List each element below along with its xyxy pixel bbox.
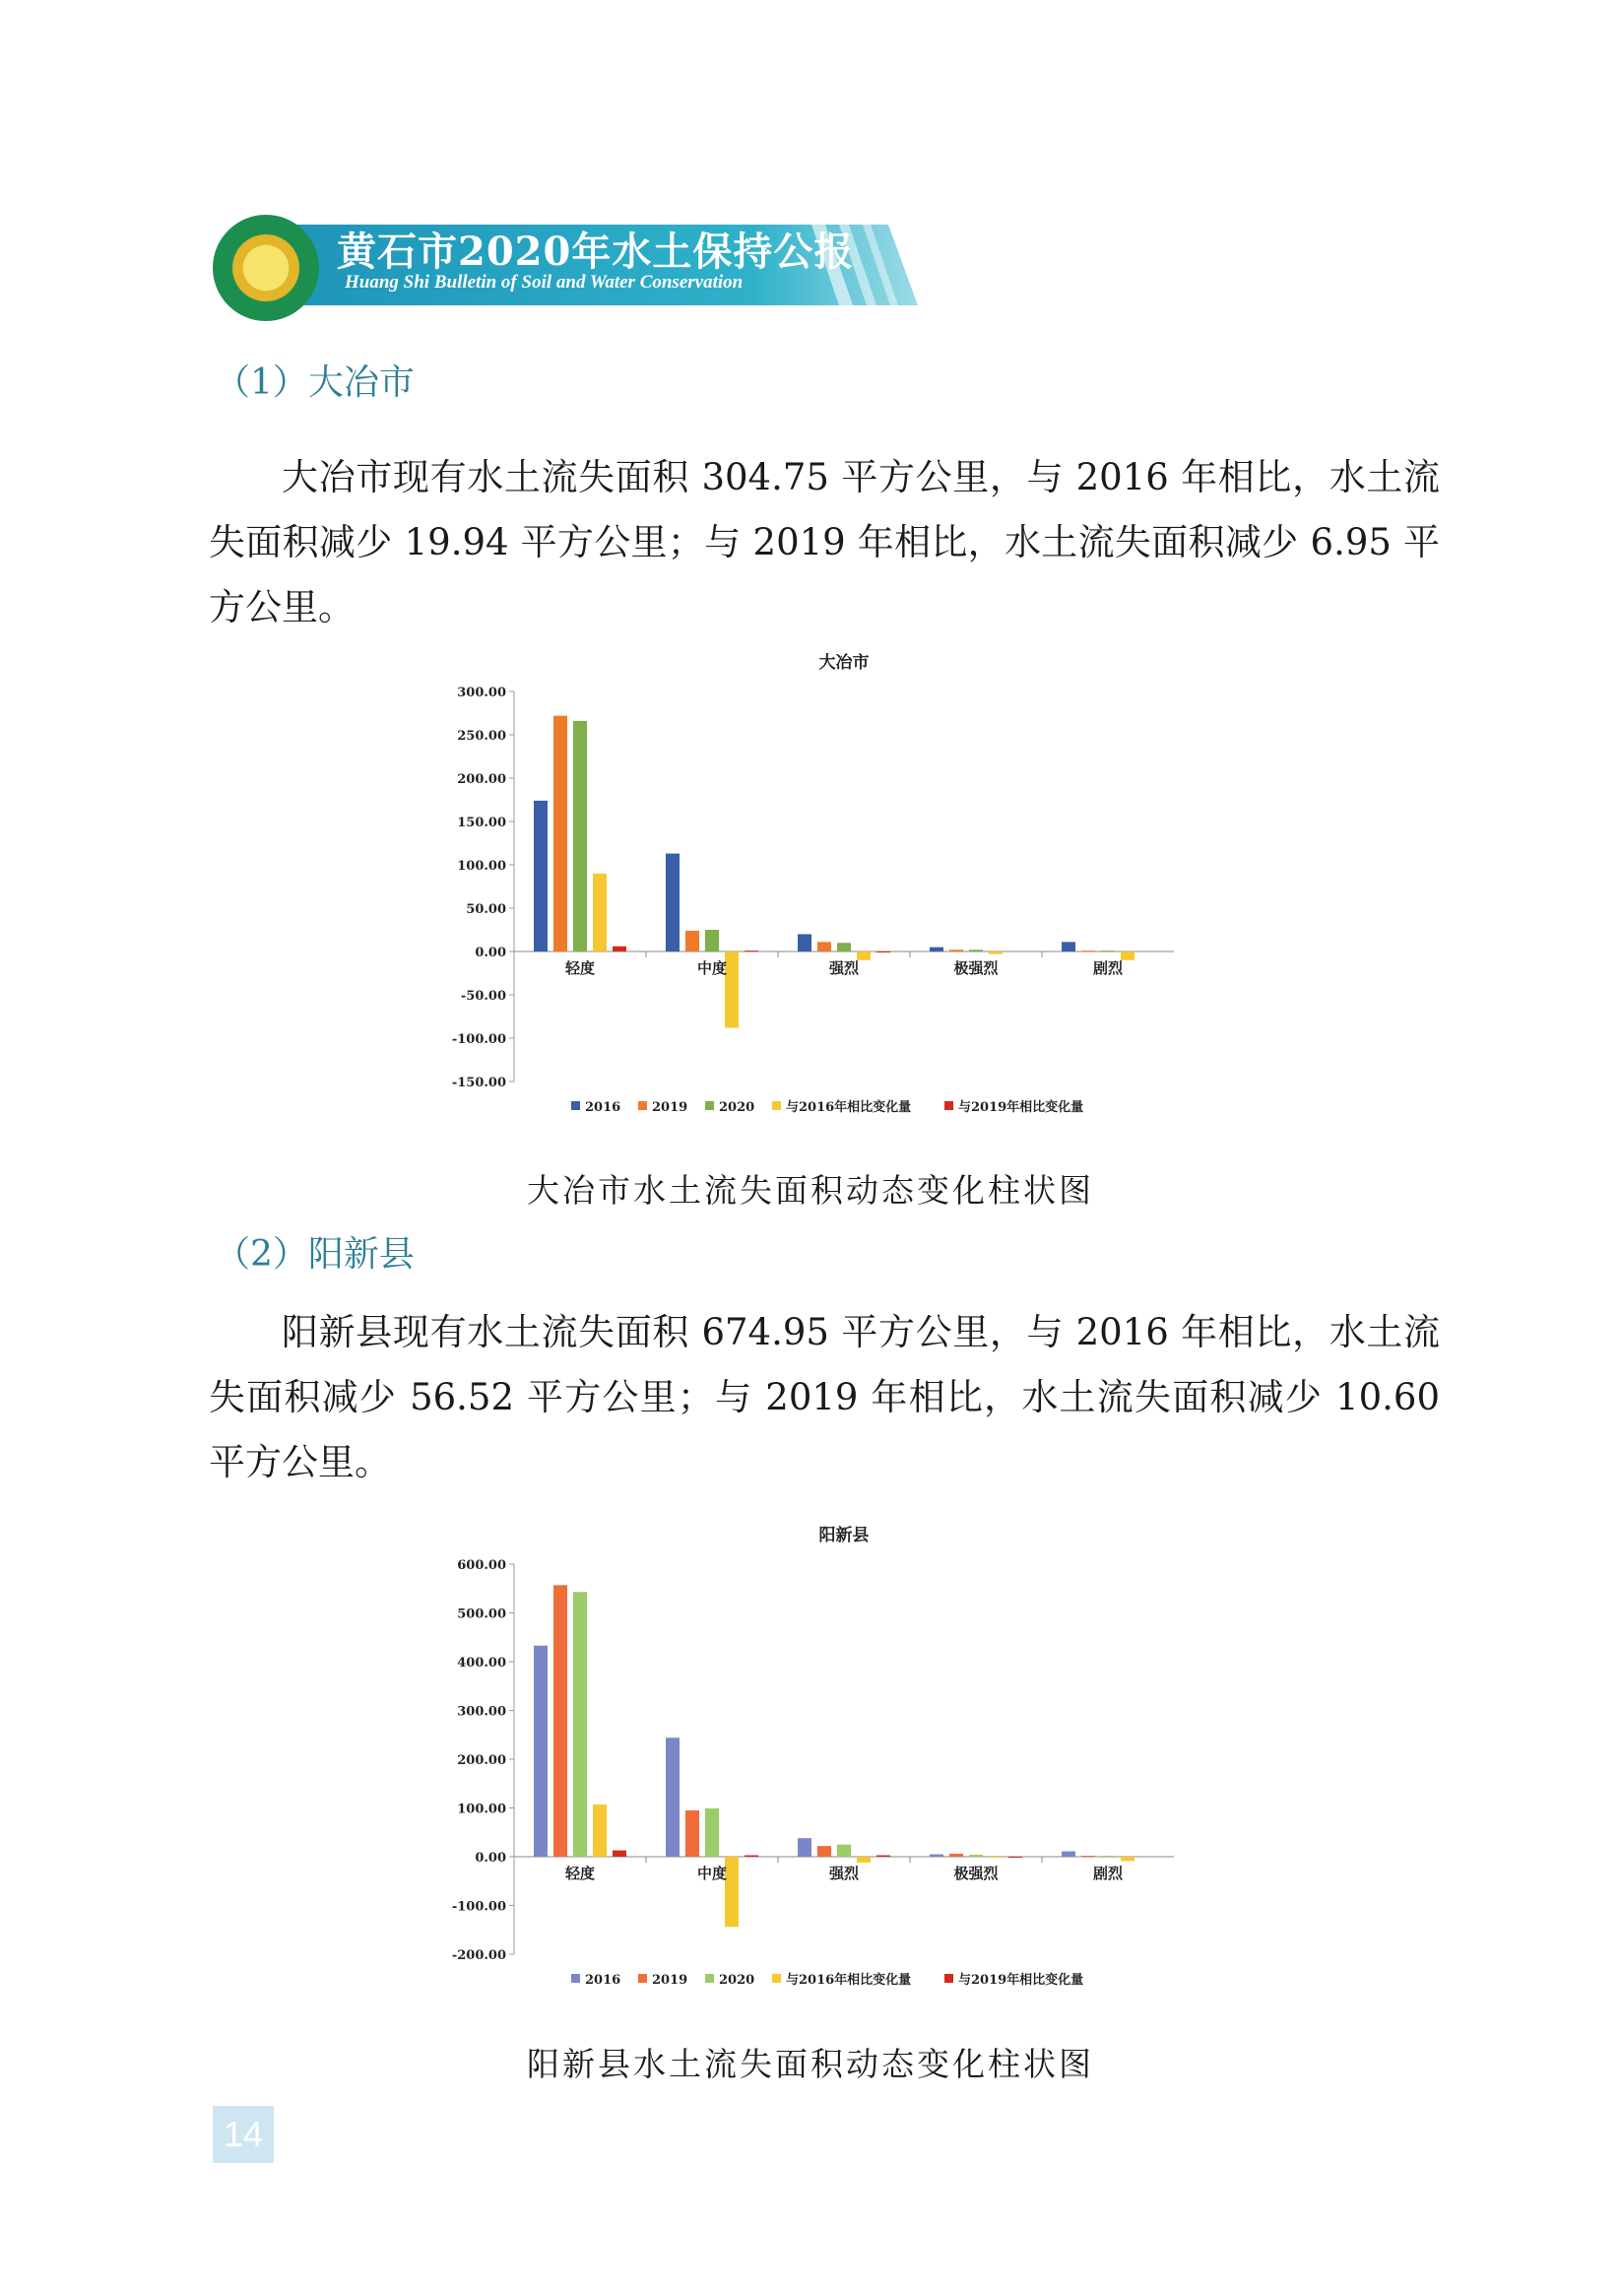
y-tick-label: 300.00 (457, 1704, 506, 1720)
bar (553, 716, 567, 951)
legend-swatch (944, 1101, 953, 1110)
bar (553, 1585, 567, 1857)
chart-yangxin (423, 1513, 1201, 2009)
bar (1101, 1856, 1115, 1857)
legend-label: 与2016年相比变化量 (786, 1973, 912, 1988)
bar (876, 951, 890, 952)
legend-label: 2020 (719, 1973, 755, 1988)
y-tick-label: 600.00 (457, 1558, 506, 1573)
y-tick-label: -100.00 (451, 1899, 506, 1915)
caption-daye: 大冶市水土流失面积动态变化柱状图 (527, 1171, 1094, 1210)
legend-swatch (638, 1101, 647, 1110)
bar (930, 948, 943, 951)
chart-title: 大冶市 (818, 653, 870, 673)
bar (876, 1856, 890, 1857)
legend-label: 2020 (719, 1100, 755, 1115)
x-tick-label: 强烈 (828, 959, 860, 977)
legend-swatch (571, 1101, 580, 1110)
y-tick-label: 50.00 (466, 902, 506, 917)
y-tick-label: 200.00 (457, 1753, 506, 1768)
bar (705, 930, 719, 951)
section-heading-daye: （1）大冶市 (215, 362, 415, 403)
bar (1121, 951, 1135, 960)
legend-swatch (772, 1974, 781, 1983)
y-tick-label: -200.00 (451, 1948, 506, 1963)
y-tick-label: 100.00 (457, 859, 506, 874)
bar (930, 1855, 943, 1857)
bar (573, 1592, 587, 1857)
x-tick-label: 强烈 (828, 1865, 860, 1882)
legend-label: 2016 (585, 1973, 621, 1988)
legend-swatch (944, 1974, 953, 1983)
conservation-logo-icon (213, 215, 319, 321)
legend-swatch (571, 1974, 580, 1983)
bar (1062, 1852, 1075, 1857)
bulletin-header (209, 207, 918, 323)
bar (593, 874, 607, 951)
y-tick-label: 200.00 (457, 772, 506, 787)
y-tick-label: 500.00 (457, 1607, 506, 1622)
bar (817, 1846, 831, 1857)
section-paragraph-daye: 大冶市现有水土流失面积 304.75 平方公里，与 2016 年相比，水土流失面积减少 19.94 平方公里；与 2019 年相比，水土流失面积减少 6.95 平方公里。 (209, 456, 1440, 628)
x-tick-label: 轻度 (564, 1865, 596, 1882)
bulletin-subtitle: Huang Shi Bulletin of Soil and Water Conservation (345, 272, 744, 293)
y-tick-label: -150.00 (451, 1076, 506, 1090)
bar (573, 721, 587, 951)
y-tick-label: 150.00 (457, 816, 506, 830)
legend-label: 2019 (652, 1100, 688, 1115)
bar (593, 1804, 607, 1857)
legend-label: 与2019年相比变化量 (958, 1100, 1084, 1115)
bar (949, 950, 963, 951)
bar (613, 1851, 626, 1857)
bar (989, 1857, 1003, 1858)
y-tick-label: 400.00 (457, 1656, 506, 1671)
bar (534, 1646, 548, 1857)
bar (817, 942, 831, 951)
bar (1008, 1857, 1022, 1858)
bar (798, 934, 811, 951)
y-tick-label: 250.00 (457, 729, 506, 744)
bar (685, 931, 699, 951)
section-paragraph-yangxin: 阳新县现有水土流失面积 674.95 平方公里，与 2016 年相比，水土流失面积减少 56.52 平方公里；与 2019 年相比，水土流失面积减少 10.60 平方公里。 (209, 1311, 1440, 1483)
chart-daye (423, 640, 1201, 1137)
section-heading-yangxin: （2）阳新县 (215, 1234, 415, 1275)
legend-label: 与2016年相比变化量 (786, 1100, 912, 1115)
legend-swatch (705, 1974, 714, 1983)
x-tick-label: 剧烈 (1092, 1865, 1124, 1882)
legend-swatch (772, 1101, 781, 1110)
chart-yangxin-svg (423, 1513, 1201, 2005)
bar (857, 951, 871, 960)
bar (1062, 942, 1075, 951)
bar (725, 951, 739, 1027)
legend-label: 2016 (585, 1100, 621, 1115)
y-tick-label: 0.00 (475, 946, 506, 960)
legend-label: 2019 (652, 1973, 688, 1988)
bar (613, 947, 626, 951)
bar (1081, 1856, 1095, 1857)
y-tick-label: -50.00 (460, 989, 506, 1004)
bar (969, 1855, 983, 1857)
bulletin-title: 黄石市2020年水土保持公报 (337, 229, 855, 275)
x-tick-label: 中度 (696, 959, 728, 977)
bar (837, 943, 851, 951)
y-tick-label: 100.00 (457, 1802, 506, 1817)
bar (725, 1857, 739, 1927)
legend-swatch (705, 1101, 714, 1110)
caption-yangxin: 阳新县水土流失面积动态变化柱状图 (527, 2045, 1094, 2083)
legend-swatch (638, 1974, 647, 1983)
x-tick-label: 剧烈 (1092, 959, 1124, 977)
bar (745, 1856, 758, 1857)
bar (666, 854, 680, 951)
x-tick-label: 中度 (696, 1865, 728, 1882)
chart-daye-svg (423, 640, 1201, 1133)
bar (857, 1857, 871, 1863)
chart-title: 阳新县 (818, 1526, 870, 1545)
y-tick-label: 300.00 (457, 686, 506, 700)
x-tick-label: 极强烈 (953, 959, 999, 977)
bar (798, 1838, 811, 1857)
bar (837, 1845, 851, 1857)
bar (666, 1738, 680, 1857)
y-tick-label: 0.00 (475, 1851, 506, 1866)
x-tick-label: 极强烈 (953, 1865, 999, 1882)
bar (534, 801, 548, 951)
bar (949, 1854, 963, 1857)
bar (685, 1810, 699, 1857)
bar (969, 950, 983, 951)
bar (1121, 1857, 1135, 1861)
y-tick-label: -100.00 (451, 1032, 506, 1047)
x-tick-label: 轻度 (564, 959, 596, 977)
bar (705, 1808, 719, 1857)
legend-label: 与2019年相比变化量 (958, 1973, 1084, 1988)
bar (989, 951, 1003, 954)
page-number: 14 (213, 2106, 274, 2163)
